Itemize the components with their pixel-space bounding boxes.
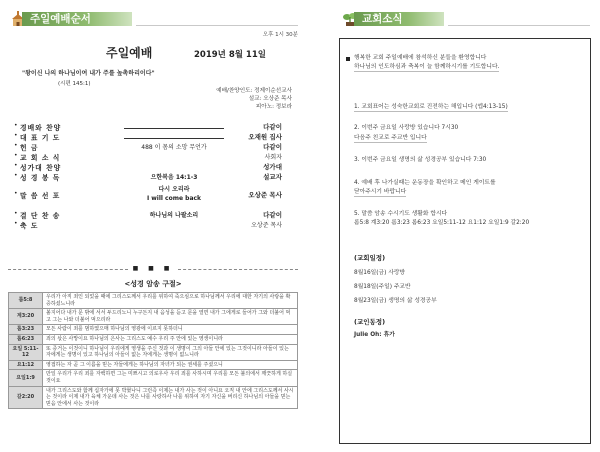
bullet-icon: [346, 57, 350, 61]
news-item-3: 3. 이번주 금요일 생명의 삶 성경공부 있습니다 7:30: [354, 157, 487, 163]
worship-order-page: [8, 28, 298, 448]
welcome-line-2: 하나님의 인도하심과 축복이 늘 함께하시기를 기도합니다.: [354, 63, 499, 72]
order-item-leader: 다같이: [263, 123, 282, 131]
order-row: [14, 162, 294, 172]
blank-line: [124, 138, 224, 139]
row-bullet: •: [14, 162, 18, 169]
memory-verse-title: <성경 암송 구절>: [124, 280, 182, 288]
order-item-name: 교 회 소 식: [20, 154, 61, 162]
verse-text: 죄의 삯은 사망이요 하나님의 은사는 그리스도 예수 우리 주 안에 있는 영생이니라: [43, 334, 298, 344]
service-staff: [216, 88, 292, 111]
news-item-5-verses: 롬5:8 계3:20 롬3:23 롬6:23 요일5:11-12 요1:12 요일1:9 갈2:20: [354, 220, 530, 226]
row-bullet: •: [14, 152, 18, 159]
order-item-name: 성 경 봉 독: [20, 174, 61, 182]
order-item-name: 헌 금: [20, 144, 39, 152]
schedule-item: 8월18일(주일) 주교반: [354, 284, 411, 290]
row-bullet: •: [14, 132, 18, 139]
verse-reference: 계3:20: [9, 309, 43, 325]
order-item-leader: 다같이: [263, 143, 282, 151]
worship-order-header: [8, 11, 298, 27]
row-bullet: •: [14, 220, 18, 227]
order-item-name: 축 도: [20, 222, 39, 230]
verse-text: 영접하는 자 곧 그 이름을 믿는 자들에게는 하나님의 자녀가 되는 권세를 주셨으니: [43, 360, 298, 370]
welcome-line-1: 행복한 교회 주일예배에 참석하신 분들을 환영합니다: [354, 55, 487, 61]
verse-reference: 요1:12: [9, 360, 43, 370]
news-item-1: 1. 교회표어는 성숙한교회로 진전하는 해입니다 (엡4:13-15): [354, 103, 508, 112]
verse-text: 또 증거는 이것이니 하나님이 우리에게 영생을 주신 것과 이 생명이 그의 아들 안에 있는 그것이니라 아들이 있는 자에게는 생명이 있고 하나님의 아들이 없는 자에게는 생명이 없느니라: [43, 344, 298, 360]
sermon-subtitle: I will come back: [146, 195, 202, 202]
verse-reference: 요일 5:11-12: [9, 344, 43, 360]
verse-text: 볼지어다 내가 문 밖에 서서 두드리노니 누구든지 내 음성을 듣고 문을 열면 내가 그에게로 들어가 그와 더불어 먹고 그는 나와 더불어 먹으리라: [43, 309, 298, 325]
memory-verse-row: [9, 360, 298, 370]
order-item-leader: 오상준 목사: [248, 191, 282, 199]
order-row: [14, 122, 294, 132]
staff-preacher: 설교: 오상준 목사: [248, 95, 292, 102]
news-item-5: 5. 말씀 암송 수시기도 생활화 합시다: [354, 211, 448, 217]
news-item-2: 2. 이번주 금요일 사랑방 있습니다 7시30: [354, 125, 459, 131]
order-item-leader: 오상준 목사: [251, 222, 282, 229]
church-news-box: [339, 38, 591, 444]
service-time: 오후 1시 30분: [262, 32, 298, 38]
row-bullet: •: [14, 190, 18, 197]
order-item-name: 말 씀 선 포: [20, 192, 61, 200]
service-date: 2019년 8월 11일: [194, 50, 266, 60]
verse-reference: 요일1:9: [9, 370, 43, 386]
order-item-detail: 488 이 몸의 소망 무언가: [141, 144, 207, 151]
memory-verse-table: [8, 292, 298, 409]
row-bullet: •: [14, 172, 18, 179]
order-item-leader: 다같이: [263, 211, 282, 219]
row-bullet: •: [14, 210, 18, 217]
memory-verse-row: [9, 325, 298, 335]
order-row: [14, 152, 294, 162]
order-item-leader: 사회자: [264, 154, 282, 161]
order-item-leader: 설교자: [263, 173, 282, 181]
verse-text: 내가 그리스도와 함께 십자가에 못 박혔나니 그런즉 이제는 내가 사는 것이 아니요 오직 내 안에 그리스도께서 사시는 것이라 이제 내가 육체 가운데 사는 것은 나를 사랑하사 나를 위하여 자기 자신을 버리신 하나님의 아들을 믿는 믿음 안에서 사는 것이라: [43, 386, 298, 409]
order-row: [14, 182, 294, 210]
schedule-item: 8월23일(금) 생명의 삶 성경공부: [354, 298, 437, 304]
memory-verse-row: [9, 344, 298, 360]
row-bullet: •: [14, 122, 18, 129]
verse-text: 모든 사람이 죄를 범하였으매 하나님의 영광에 이르지 못하더니: [43, 325, 298, 335]
memory-verse-row: [9, 309, 298, 325]
theme-verse-ref: (시편 145:1): [58, 81, 91, 87]
order-item-name: 경배와 찬양: [20, 124, 62, 132]
verse-reference: 롬3:23: [9, 325, 43, 335]
order-item-name: 결 단 찬 송: [20, 212, 61, 220]
verse-reference: 갈2:20: [9, 386, 43, 409]
order-row: [14, 210, 294, 220]
schedule-item: 8월16일(금) 사랑방: [354, 270, 406, 276]
member-news-title: (교인동정): [354, 318, 386, 326]
church-news-title: 교회소식: [362, 13, 403, 25]
order-row: [14, 172, 294, 182]
order-of-service: [14, 122, 294, 230]
church-news-header: [340, 11, 590, 27]
memory-verse-row: [9, 334, 298, 344]
blank-line: [124, 128, 224, 129]
news-item-4-sub: 닫아주시기 바랍니다: [354, 188, 406, 197]
verse-text: 우리가 아직 죄인 되었을 때에 그리스도께서 우리를 위하여 죽으심으로 하나님께서 우리에 대한 자기의 사랑을 확증하셨느니라: [43, 293, 298, 309]
verse-reference: 롬6:23: [9, 334, 43, 344]
order-row: [14, 220, 294, 230]
news-item-4: 4. 예배 후 나가실때는 운동장을 확인하고 메인 게이트를: [354, 180, 496, 186]
service-title: 주일예배: [106, 46, 153, 60]
order-item-leader: 성가대: [263, 163, 282, 171]
schedule-title: (교회일정): [354, 254, 386, 262]
staff-leader: 예배/찬양인도: 정제이순선교사: [216, 88, 292, 94]
section-separator: ■ ■ ■: [8, 265, 298, 272]
member-news-item: Julie Oh: 휴가: [354, 332, 395, 338]
memory-verse-row: [9, 293, 298, 309]
order-item-leader: 오재원 집사: [248, 133, 282, 141]
news-item-2-sub: 다음주 친교로 주교반 입니다: [354, 134, 427, 143]
order-item-name: 성가대 찬양: [20, 164, 62, 172]
order-item-detail: 으한복음 14:1-3: [150, 174, 198, 181]
row-bullet: •: [14, 142, 18, 149]
memory-verse-row: [9, 370, 298, 386]
worship-order-title: 주일예배순서: [30, 13, 91, 25]
sermon-title: 다시 오리라: [158, 186, 190, 193]
theme-verse: "왕이신 나의 하나님이여 내가 주를 높촉하리이다": [22, 70, 155, 77]
memory-verse-row: [9, 386, 298, 409]
order-row: [14, 132, 294, 142]
order-row: [14, 142, 294, 152]
order-item-name: 대 표 기 도: [20, 134, 61, 142]
verse-text: 만일 우리가 우리 죄를 자백하면 그는 미쁘시고 의로우사 우리 죄를 사하시며 우리를 모든 불의에서 깨끗하게 하실 것이요: [43, 370, 298, 386]
order-item-detail: 하나님의 나팔소리: [149, 212, 199, 219]
staff-piano: 피아노: 정보라: [255, 103, 292, 110]
verse-reference: 롬5:8: [9, 293, 43, 309]
